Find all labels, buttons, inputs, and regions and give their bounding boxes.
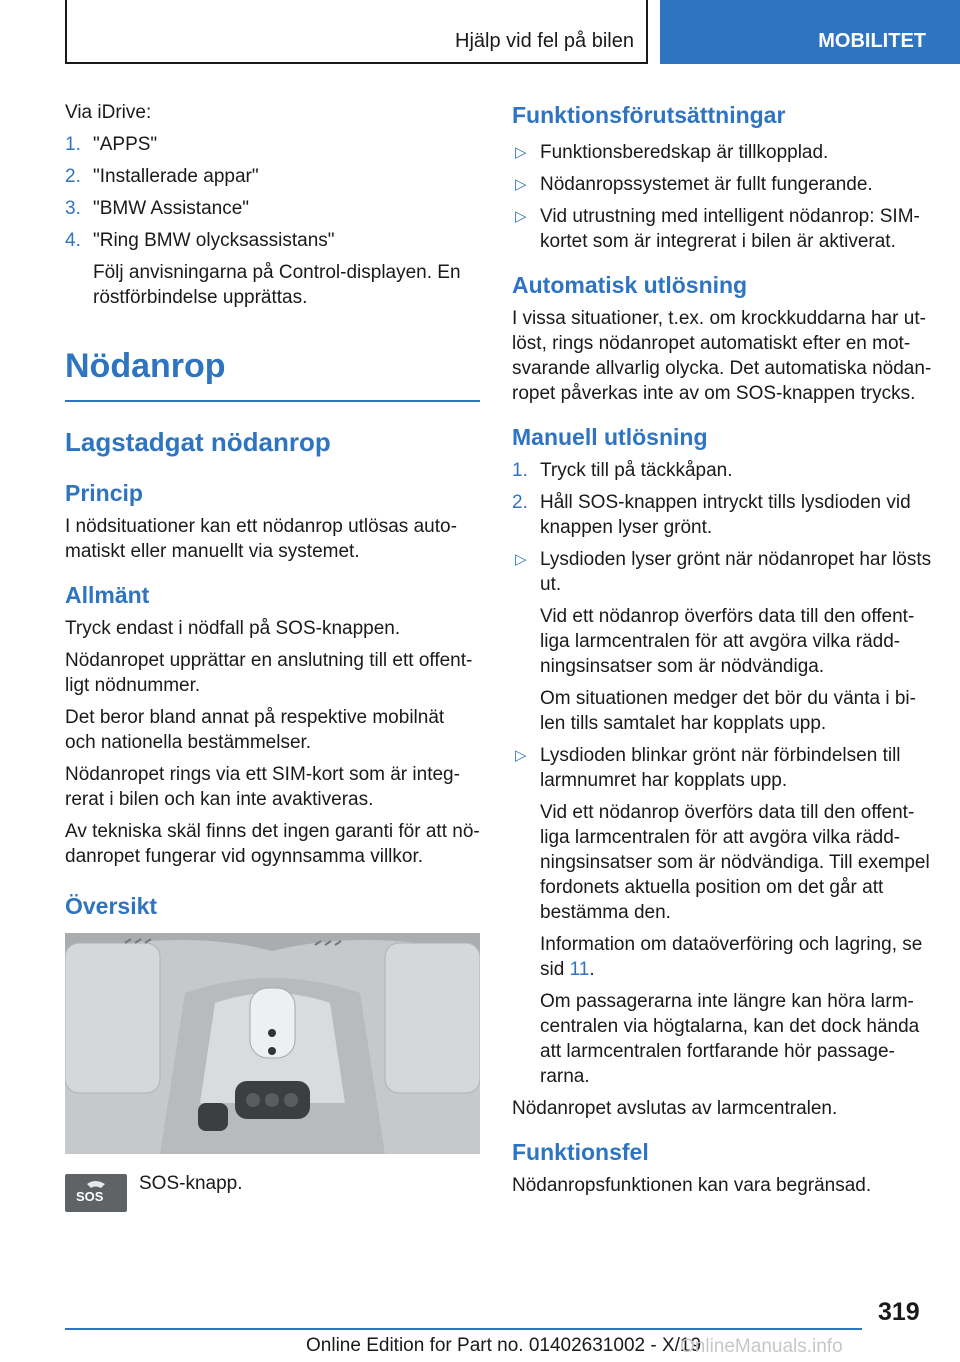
- chapter-divider: [65, 400, 480, 402]
- list-item: [512, 490, 932, 540]
- step-text: "Installerade appar": [93, 166, 259, 187]
- auto-text: I vissa situationer, t.ex. om krockkuddarna har utlöst, rings nödanropet automatiskt efter en motsvarande allvarlig olycka. Det automatiska nödanropet påverkas inte av om SOS-knappen trycks.: [512, 308, 932, 404]
- right-column: [512, 100, 932, 1205]
- step-number: 3.: [65, 198, 81, 219]
- triangle-bullet-icon: ▷: [515, 747, 527, 764]
- list-item: [65, 228, 480, 253]
- reference-suffix: .: [589, 959, 595, 980]
- allmant-heading: Allmänt: [65, 582, 150, 608]
- list-item-text: Nödanropssystemet är fullt fungerande.: [540, 174, 873, 195]
- step-note: Följ anvisningarna på Control-displayen. En röstförbindelse upprättas.: [93, 262, 461, 308]
- step-text: Tryck till på täckkåpan.: [540, 460, 733, 481]
- allmant-paragraph: Tryck endast i nödfall på SOS-knappen.: [65, 618, 401, 639]
- manuell-heading: Manuell utlösning: [512, 424, 708, 450]
- auto-heading: Automatisk utlösning: [512, 272, 748, 298]
- sos-button-image: [65, 1174, 127, 1212]
- step-text: Håll SOS-knappen intryckt tills lysdioden vid knappen lyser grönt.: [540, 492, 911, 538]
- chapter-heading: Nödanrop: [65, 347, 226, 385]
- left-column: [65, 100, 480, 1212]
- idrive-steps: [65, 132, 480, 310]
- edition-text: Online Edition for Part no. 01402631002 - X/19: [306, 1335, 702, 1356]
- allmant-paragraph: Nödanropet upprättar en anslutning till ett offentligt nödnummer.: [65, 650, 473, 696]
- reference-text: Information om dataöverföring och lagring, se sid: [540, 934, 923, 980]
- manuell-steps: [512, 458, 932, 1089]
- tab-mobilitet[interactable]: MOBILITET: [660, 0, 960, 64]
- step-number: 1.: [512, 460, 528, 481]
- step-number: 2.: [65, 166, 81, 187]
- princip-text: I nödsituationer kan ett nödanrop utlösas automatiskt eller manuellt via systemet.: [65, 516, 457, 562]
- list-item: [512, 204, 932, 254]
- list-item-text: Lysdioden blinkar grönt när förbindelsen till larmnumret har kopplats upp.: [540, 745, 901, 791]
- figure-caption: SOS-knapp.: [139, 1173, 243, 1194]
- princip-heading: Princip: [65, 480, 143, 506]
- list-item: [65, 164, 480, 189]
- list-item: [512, 140, 932, 165]
- list-item: [65, 132, 480, 157]
- list-item: [512, 547, 932, 597]
- list-item-text: Vid utrustning med intelligent nödanrop: SIM-kortet som är integrerat i bilen är aktiverat.: [540, 206, 920, 252]
- triangle-bullet-icon: ▷: [515, 144, 527, 161]
- green-note: Vid ett nödanrop överförs data till den offentliga larmcentralen för att avgöra vilka räddningsinsatser som är nödvändiga.: [540, 606, 915, 677]
- list-item: [512, 172, 932, 197]
- triangle-bullet-icon: ▷: [515, 176, 527, 193]
- funktionsfel-heading: Funktionsfel: [512, 1139, 649, 1165]
- watermark: OnlineManuals.info: [680, 1336, 843, 1357]
- end-text: Nödanropet avslutas av larmcentralen.: [512, 1098, 838, 1119]
- sos-label: SOS: [76, 1189, 104, 1204]
- idrive-intro: Via iDrive:: [65, 102, 152, 123]
- step-number: 1.: [65, 134, 81, 155]
- page-link[interactable]: 11: [569, 959, 590, 980]
- step-number: 2.: [512, 492, 528, 513]
- page-number: 319: [878, 1298, 920, 1326]
- triangle-bullet-icon: ▷: [515, 208, 527, 225]
- step-text: "Ring BMW olycksassistans": [93, 230, 335, 251]
- step-text: "APPS": [93, 134, 158, 155]
- overhead-console-illustration: [65, 933, 480, 1154]
- footer-divider: [65, 1328, 862, 1330]
- forutsattningar-list: [512, 140, 932, 254]
- header-frame: [65, 0, 648, 64]
- step-number: 4.: [65, 230, 81, 251]
- oversikt-heading: Översikt: [65, 893, 158, 919]
- step-text: "BMW Assistance": [93, 198, 250, 219]
- list-item: [512, 743, 932, 793]
- green-note: Om situationen medger det bör du vänta i bilen tills samtalet har kopplats upp.: [540, 688, 916, 734]
- funktionsfel-text: Nödanropsfunktionen kan vara begränsad.: [512, 1175, 872, 1196]
- blink-note: Om passagerarna inte längre kan höra larmcentralen via högtalarna, kan det dock hända att larmcentralen fortfarande hör passagerarna.: [540, 991, 920, 1087]
- section-title: Hjälp vid fel på bilen: [455, 30, 634, 52]
- blink-note: Vid ett nödanrop överförs data till den offentliga larmcentralen för att avgöra vilka räddningsinsatser som är nödvändiga. Till exempel fordonets aktuella position om det går att bestämma den.: [540, 802, 930, 923]
- triangle-bullet-icon: ▷: [515, 551, 527, 568]
- allmant-paragraph: Det beror bland annat på respektive mobilnät och nationella bestämmelser.: [65, 707, 445, 753]
- list-item: [65, 196, 480, 221]
- section-heading: Lagstadgat nödanrop: [65, 427, 331, 457]
- list-item-text: Funktionsberedskap är tillkopplad.: [540, 142, 829, 163]
- blink-note-reference: [512, 932, 932, 982]
- figure-caption-row: [65, 1174, 480, 1212]
- overhead-console-photo: [65, 933, 480, 1154]
- allmant-paragraph: Av tekniska skäl finns det ingen garanti för att nödanropet fungerar vid ogynnsamma villkor.: [65, 821, 480, 867]
- list-item: [512, 458, 932, 483]
- list-item-text: Lysdioden lyser grönt när nödanropet har lösts ut.: [540, 549, 932, 595]
- allmant-paragraph: Nödanropet rings via ett SIM-kort som är integrerat i bilen och kan inte avaktiveras.: [65, 764, 460, 810]
- forutsattningar-heading: Funktionsförutsättningar: [512, 102, 786, 128]
